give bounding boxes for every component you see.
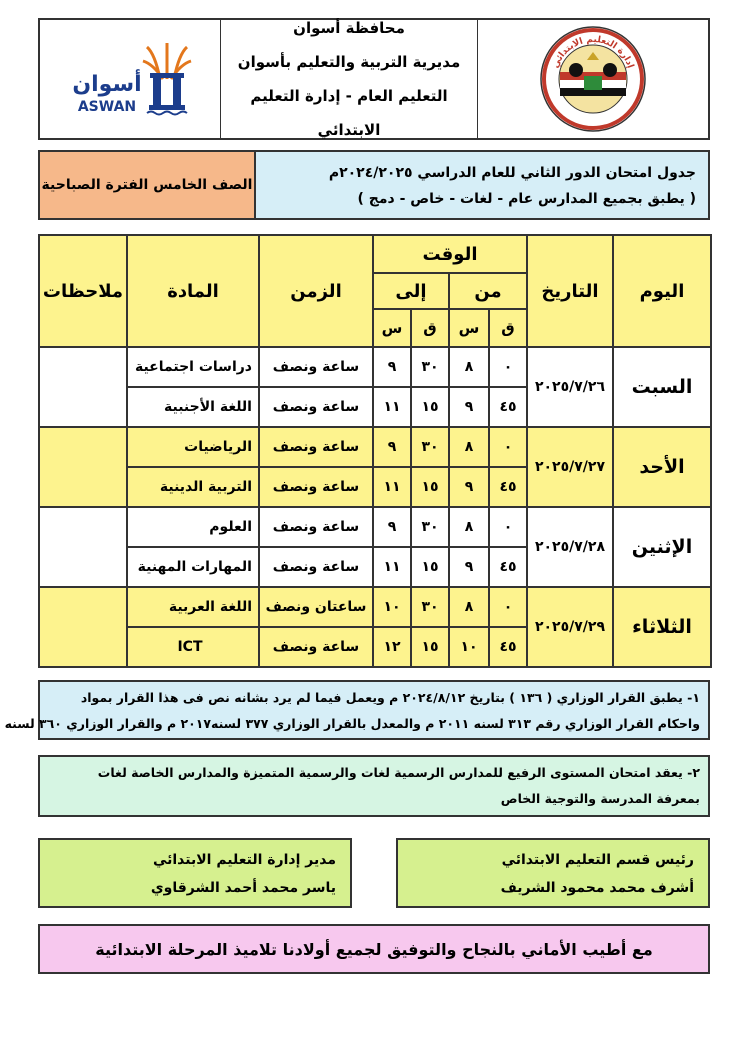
- from-hour-cell: ٨: [449, 347, 489, 387]
- header-duration: الزمن: [259, 235, 373, 347]
- to-minute-cell: ١٥: [411, 467, 449, 507]
- from-hour-cell: ٩: [449, 547, 489, 587]
- duration-cell: ساعة ونصف: [259, 507, 373, 547]
- note-advanced-level: [38, 755, 710, 817]
- administration-title: التعليم العام - إدارة التعليم الابتدائي: [250, 87, 448, 139]
- seal-text: إدارة التعليم الابتدائي: [550, 34, 636, 70]
- from-hour-cell: ٩: [449, 467, 489, 507]
- exam-schedule-table: [38, 234, 712, 668]
- header-to: إلى: [373, 273, 449, 309]
- schedule-title: جدول امتحان الدور الثاني للعام الدراسي ٢٠٢٤/٢٠٢٥م: [328, 165, 696, 181]
- signature-name: ياسر محمد أحمد الشرقاوي: [150, 880, 336, 896]
- header-notes: ملاحظات: [39, 235, 127, 347]
- from-minute-cell: ٤٥: [489, 387, 527, 427]
- signature-title: رئيس قسم التعليم الابتدائي: [501, 852, 694, 868]
- day-cell: السبت: [613, 347, 711, 427]
- notes-cell: [39, 507, 127, 587]
- notes-cell: [39, 427, 127, 507]
- from-hour-cell: ١٠: [449, 627, 489, 667]
- subject-cell: اللغة العربية: [127, 587, 259, 627]
- header-from-hour: س: [449, 309, 489, 347]
- date-cell: ٢٠٢٥/٧/٢٦: [527, 347, 613, 427]
- to-minute-cell: ٣٠: [411, 347, 449, 387]
- day-cell: الأحد: [613, 427, 711, 507]
- document-header: [38, 18, 710, 140]
- day-cell: الثلاثاء: [613, 587, 711, 667]
- aswan-logo-latin: ASWAN: [77, 99, 137, 115]
- signature-administration-director: [38, 838, 352, 908]
- note1-line1: ١- يطبق القرار الوزاري ( ١٣٦ ) بتاريخ ٢٠٢٤/٨/١٢ م ويعمل فيما لم يرد بشانه نص فى هذا القرار بمواد: [80, 690, 700, 705]
- from-minute-cell: ٠: [489, 347, 527, 387]
- to-hour-cell: ١٢: [373, 627, 411, 667]
- to-hour-cell: ١١: [373, 387, 411, 427]
- aswan-logo-icon: [55, 39, 205, 119]
- date-cell: ٢٠٢٥/٧/٢٧: [527, 427, 613, 507]
- aswan-logo: [40, 20, 220, 138]
- note2-line1: ٢- يعقد امتحان المستوى الرفيع للمدارس الرسمية لغات والرسمية المتميزة والمدارس الخاصة لغات: [97, 765, 700, 780]
- header-to-hour: س: [373, 309, 411, 347]
- from-minute-cell: ٤٥: [489, 467, 527, 507]
- to-hour-cell: ٩: [373, 427, 411, 467]
- note2-line2: بمعرفة المدرسة والتوجية الخاص: [500, 791, 700, 806]
- to-minute-cell: ٣٠: [411, 507, 449, 547]
- duration-cell: ساعة ونصف: [259, 387, 373, 427]
- from-hour-cell: ٨: [449, 587, 489, 627]
- header-date: التاريخ: [527, 235, 613, 347]
- from-minute-cell: ٠: [489, 427, 527, 467]
- governorate-title: محافظة أسوان: [293, 19, 405, 37]
- header-from-minute: ق: [489, 309, 527, 347]
- subject-cell: ICT: [127, 627, 259, 667]
- signature-name: أشرف محمد محمود الشريف: [500, 880, 694, 896]
- subject-cell: الرياضيات: [127, 427, 259, 467]
- header-time: الوقت: [373, 235, 527, 273]
- duration-cell: ساعة ونصف: [259, 547, 373, 587]
- subject-cell: دراسات اجتماعية: [127, 347, 259, 387]
- schedule-title-box: [256, 150, 710, 220]
- from-hour-cell: ٩: [449, 387, 489, 427]
- table-row: [39, 587, 711, 627]
- date-cell: ٢٠٢٥/٧/٢٨: [527, 507, 613, 587]
- table-row: [39, 427, 711, 467]
- to-minute-cell: ١٥: [411, 387, 449, 427]
- from-minute-cell: ٠: [489, 507, 527, 547]
- from-minute-cell: ٤٥: [489, 627, 527, 667]
- subject-cell: المهارات المهنية: [127, 547, 259, 587]
- subject-cell: اللغة الأجنبية: [127, 387, 259, 427]
- from-minute-cell: ٤٥: [489, 547, 527, 587]
- footer-wishes: مع أطيب الأماني بالنجاح والتوفيق لجميع أولادنا تلاميذ المرحلة الابتدائية: [38, 924, 710, 974]
- to-minute-cell: ٣٠: [411, 427, 449, 467]
- to-hour-cell: ١٠: [373, 587, 411, 627]
- duration-cell: ساعة ونصف: [259, 627, 373, 667]
- notes-cell: [39, 347, 127, 427]
- from-hour-cell: ٨: [449, 507, 489, 547]
- grade-label: الصف الخامس الفترة الصباحية: [38, 150, 256, 220]
- date-cell: ٢٠٢٥/٧/٢٩: [527, 587, 613, 667]
- to-minute-cell: ٣٠: [411, 587, 449, 627]
- header-to-minute: ق: [411, 309, 449, 347]
- from-minute-cell: ٠: [489, 587, 527, 627]
- header-titles: [220, 20, 477, 138]
- table-row: [39, 507, 711, 547]
- directorate-title: مديرية التربية والتعليم بأسوان: [237, 53, 461, 71]
- signature-title: مدير إدارة التعليم الابتدائي: [152, 852, 336, 868]
- header-subject: المادة: [127, 235, 259, 347]
- day-cell: الإثنين: [613, 507, 711, 587]
- note-ministerial-decree: [4, 680, 710, 740]
- to-hour-cell: ١١: [373, 467, 411, 507]
- subject-cell: التربية الدينية: [127, 467, 259, 507]
- subject-cell: العلوم: [127, 507, 259, 547]
- signature-department-head: [396, 838, 710, 908]
- notes-cell: [39, 587, 127, 667]
- to-hour-cell: ٩: [373, 347, 411, 387]
- header-day: اليوم: [613, 235, 711, 347]
- directorate-seal: [477, 20, 708, 138]
- to-hour-cell: ١١: [373, 547, 411, 587]
- duration-cell: ساعة ونصف: [259, 347, 373, 387]
- duration-cell: ساعتان ونصف: [259, 587, 373, 627]
- to-minute-cell: ١٥: [411, 547, 449, 587]
- to-minute-cell: ١٥: [411, 627, 449, 667]
- to-hour-cell: ٩: [373, 507, 411, 547]
- from-hour-cell: ٨: [449, 427, 489, 467]
- table-row: [39, 347, 711, 387]
- duration-cell: ساعة ونصف: [259, 467, 373, 507]
- header-from: من: [449, 273, 527, 309]
- duration-cell: ساعة ونصف: [259, 427, 373, 467]
- schedule-applies: ( يطبق بجميع المدارس عام - لغات - خاص - دمج ): [357, 191, 696, 207]
- note1-line2: واحكام القرار الوزاري رقم ٣١٣ لسنه ٢٠١١ م والمعدل بالقرار الوزاري ٣٧٧ لسنه٢٠١٧ م والقرار الوزاري ٣٦٠ لسنه: [4, 716, 700, 731]
- aswan-logo-arabic: أسوان: [72, 72, 142, 97]
- seal-icon: [538, 24, 648, 134]
